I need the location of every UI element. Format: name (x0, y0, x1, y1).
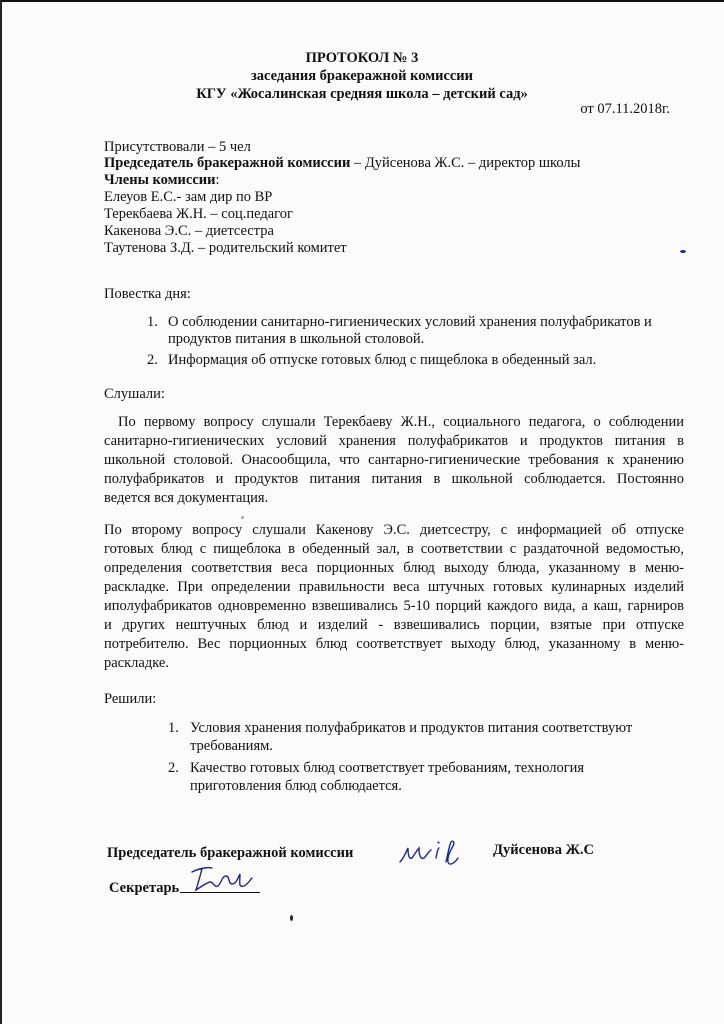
paragraph-line: иполуфабрикатов одновременно взвешивались 5-10 порций каждого вида, а каш, гарниров (104, 598, 684, 614)
agenda-item-line: продуктов питания в школьной столовой. (168, 331, 425, 347)
paragraph-line: определения соответствия веса порционных блюд выходу блюда, указанному в меню- (104, 560, 684, 576)
paragraph-line: раскладке. При определении правильности веса штучных готовых кулинарных изделий (104, 579, 684, 595)
document-date: от 07.11.2018г. (580, 101, 670, 117)
secretary-signature-image (186, 862, 256, 896)
decision-item-number: 1. (168, 720, 179, 736)
signature-secretary-label: Секретарь (109, 880, 180, 896)
signature-chair-label: Председатель бракеражной комиссии (107, 845, 354, 861)
heard-heading: Слушали: (104, 386, 165, 402)
members-label: Члены комиссии (104, 172, 216, 188)
agenda-item-number: 1. (147, 314, 158, 330)
signature-chair-name: Дуйсенова Ж.С (493, 842, 595, 858)
chair-value: – Дуйсенова Ж.С. – директор школы (350, 155, 581, 171)
member-item: Елеуов Е.С.- зам дир по ВР (104, 189, 273, 205)
member-item: Терекбаева Ж.Н. – соц.педагог (104, 206, 293, 222)
scan-edge-left (0, 0, 2, 1024)
members-heading: Члены комиссии: (104, 172, 220, 188)
paragraph-line: школьной столовой. Онасообщила, что сантарно-гигиенические требования к хранению (104, 452, 684, 468)
document-title: ПРОТОКОЛ № 3 (305, 50, 419, 66)
member-item: Какенова Э.С. – диетсестра (104, 223, 274, 239)
paragraph-line: полуфабрикатов и продуктов питания питания в школьной соблюдается. Постоянно (104, 471, 684, 487)
organization-name: КГУ «Жосалинская средняя школа – детский сад» (196, 86, 528, 102)
paragraph-line: раскладке. (104, 655, 169, 671)
agenda-item-line: О соблюдении санитарно-гигиенических условий хранения полуфабрикатов и (168, 314, 652, 330)
paragraph-line: и других нештучных блюд и изделий - взвешивались порции, взятые при отпуске (104, 617, 684, 633)
chair-label: Председатель бракеражной комиссии (104, 155, 351, 171)
scan-edge-top (0, 0, 724, 2)
chair-signature-image (396, 836, 470, 872)
ink-speck (680, 250, 686, 253)
decision-item-line: Качество готовых блюд соответствует требованиям, технология (190, 760, 585, 776)
chair-line (104, 155, 580, 172)
agenda-heading: Повестка дня: (104, 286, 191, 302)
document-subtitle: заседания бракеражной комиссии (250, 68, 474, 84)
ink-speck (290, 915, 293, 921)
member-item: Таутенова З.Д. – родительский комитет (104, 240, 347, 256)
ink-speck (241, 516, 244, 519)
decided-heading: Решили: (104, 691, 157, 707)
paragraph-line: По второму вопросу слушали Какенову Э.С. диетсестру, с информацией об отпуске (104, 522, 684, 538)
decision-item-number: 2. (168, 760, 179, 776)
paragraph-line: По первому вопросу слушали Терекбаеву Ж.Н., социального педагога, о соблюдении (118, 414, 684, 430)
decision-item-line: приготовления блюд соблюдается. (190, 778, 402, 794)
paragraph-line: потребителю. Вес порционных блюд соответствует выходу блюд, указанному в меню- (104, 636, 684, 652)
agenda-item-line: Информация об отпуске готовых блюд с пищеблока в обеденный зал. (168, 352, 597, 368)
paragraph-line: санитарно-гигиенических условий хранения полуфабрикатов и продуктов питания в (104, 433, 684, 449)
paragraph-line: ведется вся документация. (104, 490, 269, 506)
decision-item-line: Условия хранения полуфабрикатов и продуктов питания соответствуют (190, 720, 633, 736)
present-count: Присутствовали – 5 чел (104, 139, 251, 155)
decision-item-line: требованиям. (190, 738, 273, 754)
paragraph-line: готовых блюд с пищеблока в обеденный зал, в соответствии с раздаточной ведомостью, (104, 541, 684, 557)
agenda-item-number: 2. (147, 352, 158, 368)
